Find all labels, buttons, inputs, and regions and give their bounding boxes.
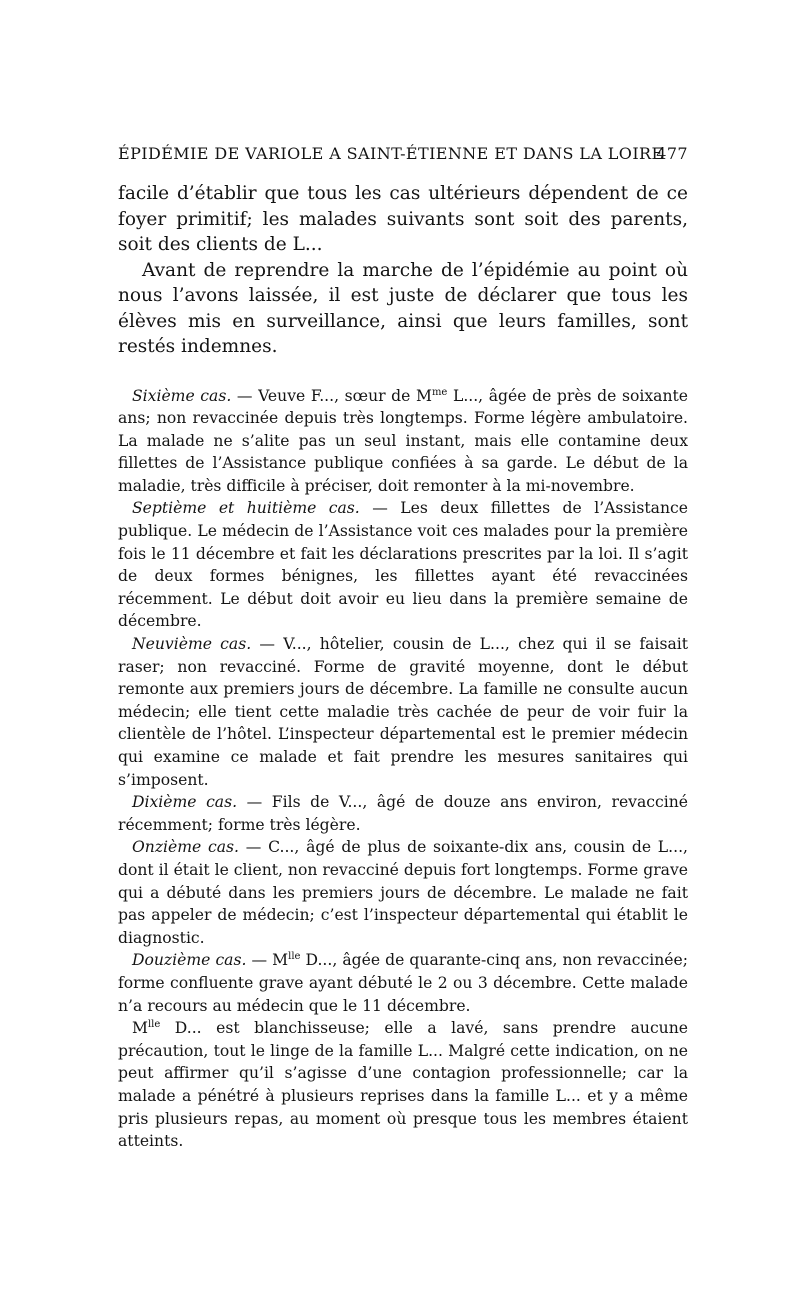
page-body [118,181,688,1153]
case-label: Sixième cas. [132,386,232,405]
case-text: — V..., hôtelier, cousin de L..., chez qui il se faisait raser; non revacciné. Forme de gravité moyenne, dont le début remonte aux premiers jours de décembre. La famille ne consulte aucun médecin; elle tient cette maladie très cachée de peur de voir fuir la clientèle de l’hôtel. L’inspecteur départemental est le premier médecin qui examine ce malade et fait prendre les mesures sanitaires qui s’imposent. [118,635,688,789]
case-text-pre: — M [246,951,289,970]
case-paragraph-6 [118,385,688,498]
case-label: Onzième cas. [132,838,240,857]
page-number: 477 [656,144,688,163]
honorific-superscript: lle [288,951,301,963]
intro-paragraph-2: Avant de reprendre la marche de l’épidémie au point où nous l’avons laissée, il est juste de déclarer que tous les élèves mis en surveillance, ainsi que leurs familles, sont restés indemnes. [118,259,688,357]
closing-text: D... est blanchisseuse; elle a lavé, sans prendre aucune précaution, tout le linge de la famille L... Malgré cette indication, on ne peut affirmer qu’il s’agisse d’une contagion professionnelle; car la malade a pénétré à plusieurs reprises dans la famille L... et y a même pris plusieurs repas, au moment où presque tous les membres étaient atteints. [118,1019,688,1151]
case-text: — C..., âgé de plus de soixante-dix ans, cousin de L..., dont il était le client, non revacciné depuis fort longtemps. Forme grave qui a débuté dans les premiers jours de décembre. Le malade ne fait pas appeler de médecin; c’est l’inspecteur départemental qui établit le diagnostic. [118,838,688,947]
case-text: — Les deux fillettes de l’Assistance publique. Le médecin de l’Assistance voit ces malades pour la première fois le 11 décembre et fait les déclarations prescrites par la loi. Il s’agit de deux formes bénignes, les fillettes ayant été revaccinées récemment. Le début doit avoir eu lieu dans la première semaine de décembre. [118,499,688,631]
case-paragraph-11 [118,836,688,949]
running-header [118,144,688,170]
case-text-pre: — Veuve F..., sœur de M [231,386,432,405]
case-list [118,385,688,1153]
case-paragraph-12 [118,949,688,1017]
case-paragraph-7-8 [118,497,688,633]
honorific-superscript: me [431,386,448,398]
case-paragraph-10 [118,791,688,836]
case-paragraph-9 [118,633,688,791]
case-text: D..., âgée de quarante-cinq ans, non revaccinée; forme confluente grave ayant débuté le 2 ou 3 décembre. Cette malade n’a recours au médecin que le 11 décembre. [118,951,688,1015]
intro-section [118,181,688,360]
case-text: — Fils de V..., âgé de douze ans environ, revacciné récemment; forme très légère. [118,793,689,834]
closing-text-pre: M [132,1019,148,1038]
running-title: ÉPIDÉMIE DE VARIOLE A SAINT-ÉTIENNE ET DANS LA LOIRE [118,144,664,163]
case-label: Dixième cas. [132,793,238,812]
case-text: L..., âgée de près de soixante ans; non revaccinée depuis très longtemps. Forme légère ambulatoire. La malade ne s’alite pas un seul instant, mais elle contamine deux fillettes de l’Assistance publique confiées à sa garde. Le début de la maladie, très difficile à préciser, doit remonter à la mi-novembre. [118,386,688,495]
intro-paragraph-1: facile d’établir que tous les cas ultérieurs dépendent de ce foyer primitif; les malades suivants sont soit des parents, soit des clients de L... [118,183,688,255]
honorific-superscript: lle [147,1019,161,1031]
case-label: Septième et huitième cas. [132,499,360,518]
case-label: Douzième cas. [132,951,247,970]
case-label: Neuvième cas. [132,635,252,654]
closing-paragraph [118,1017,688,1153]
